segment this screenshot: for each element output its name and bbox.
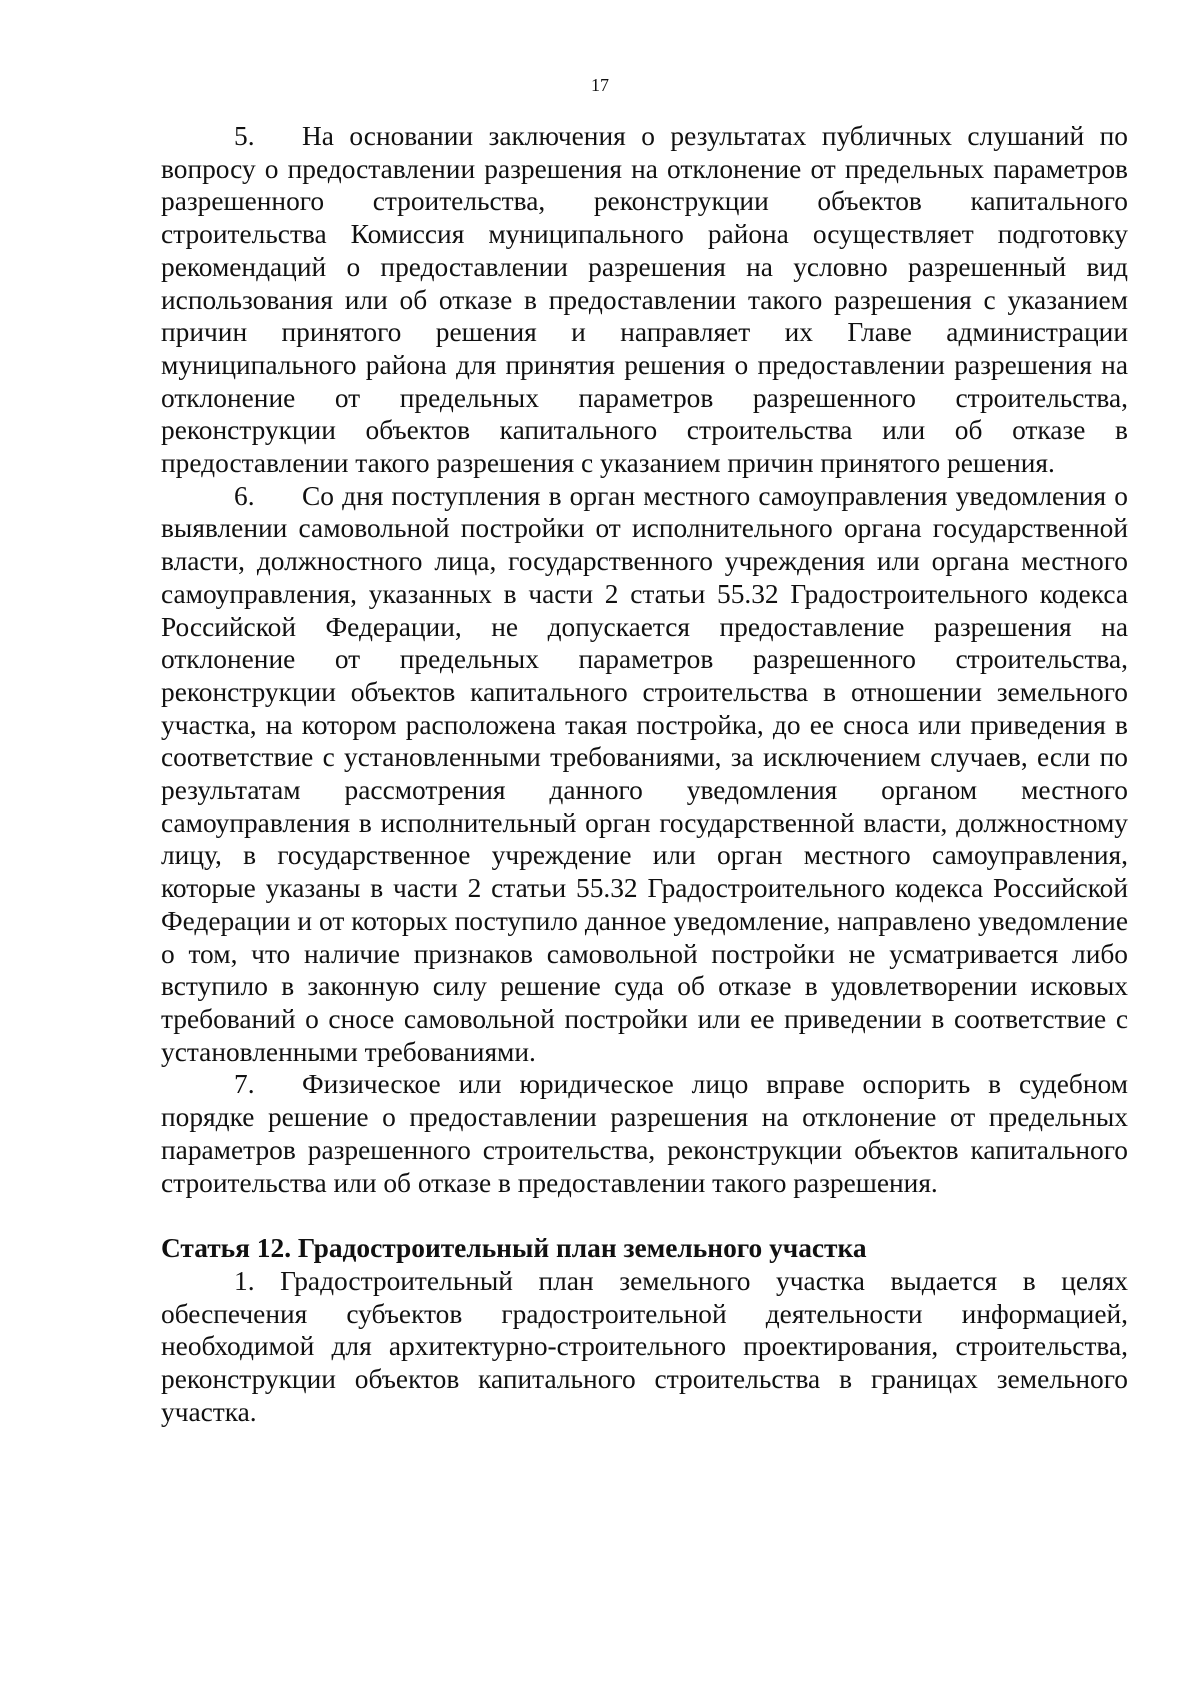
paragraph-text: Со дня поступления в орган местного самоуправления уведомления о выявлении самовольной постройки от исполнительного органа государственной власти, должностного лица, государственного учреждения или органа местного самоуправления, указанных в части 2 статьи 55.32 Градостроительного кодекса Российской Федерации, не допускается предоставление разрешения на отклонение от предельных параметров разрешенного строительства, реконструкции объектов капитального строительства в отношении земельного участка, на котором расположена такая постройка, до ее сноса или приведения в соответствие с установленными требованиями, за исключением случаев, если по результатам рассмотрения данного уведомления органом местного самоуправления в исполнительный орган государственной власти, должностному лицу, в государственное учреждение или орган местного самоуправления, которые указаны в части 2 статьи 55.32 Градостроительного кодекса Российской Федерации и от которых поступило данное уведомление, направлено уведомление о том, что наличие признаков самовольной постройки не усматривается либо вступило в законную силу решение суда об отказе в удовлетворении исковых требований о сносе самовольной постройки или ее приведении в соответствие с установленными требованиями. [161, 480, 1128, 1067]
paragraph-7 [161, 1068, 1128, 1199]
article-heading: Статья 12. Градостроительный план земельного участка [161, 1233, 867, 1264]
paragraph-6 [161, 480, 1128, 1069]
paragraph-number: 7. [234, 1069, 255, 1100]
document-body [161, 120, 1128, 1428]
paragraph-text: На основании заключения о результатах публичных слушаний по вопросу о предоставлении разрешения на отклонение от предельных параметров разрешенного строительства, реконструкции объектов капитального строительства Комиссия муниципального района осуществляет подготовку рекомендаций о предоставлении разрешения на условно разрешенный вид использования или об отказе в предоставлении такого разрешения с указанием причин принятого решения и направляет их Главе администрации муниципального района для принятия решения о предоставлении разрешения на отклонение от предельных параметров разрешенного строительства, реконструкции объектов капитального строительства или об отказе в предоставлении такого разрешения с указанием причин принятого решения. [161, 121, 1128, 479]
paragraph-5 [161, 120, 1128, 480]
paragraph-text: Физическое или юридическое лицо вправе оспорить в судебном порядке решение о предоставлении разрешения на отклонение от предельных параметров разрешенного строительства, реконструкции объектов капитального строительства или об отказе в предоставлении такого разрешения. [161, 1069, 1128, 1198]
paragraph-number: 6. [234, 480, 255, 511]
page-number: 17 [591, 75, 609, 95]
paragraph-number: 5. [234, 121, 255, 151]
article-paragraph-1: 1. Градостроительный план земельного участка выдается в целях обеспечения субъектов градостроительной деятельности информацией, необходимой для архитектурно-строительного проектирования, строительства, реконструкции объектов капитального строительства в границах земельного участка. [161, 1265, 1128, 1427]
